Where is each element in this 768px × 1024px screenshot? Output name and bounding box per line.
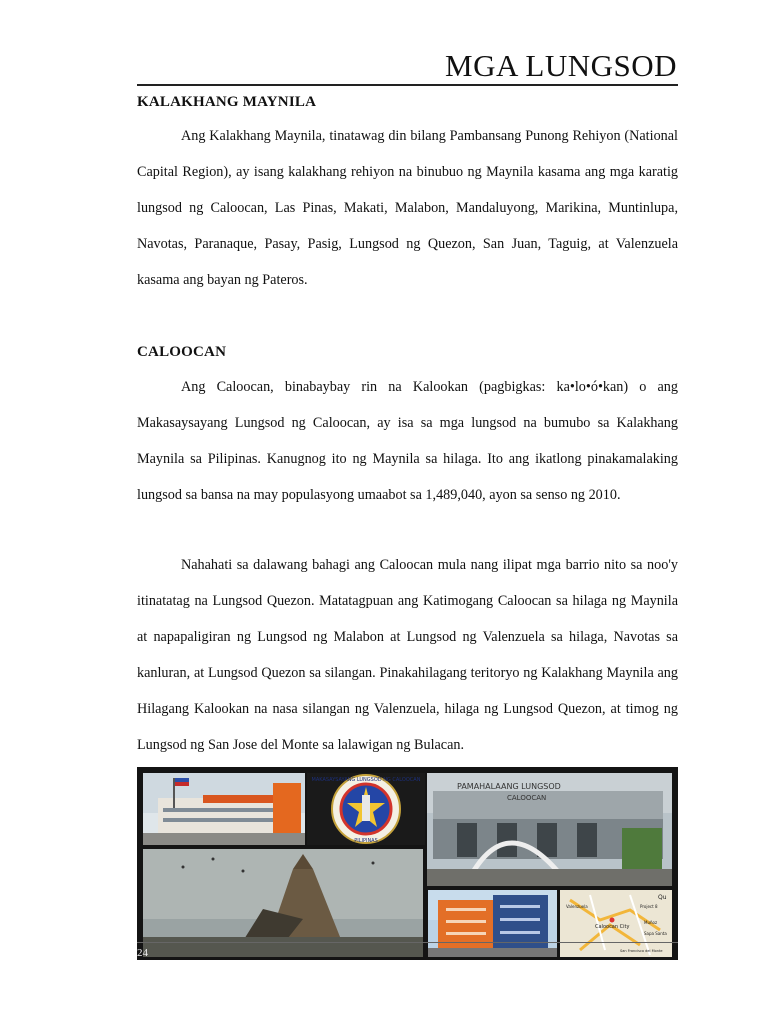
- map-label-project-8: Project 8: [640, 904, 658, 909]
- building-sign-text: PAMAHALAANG LUNGSOD: [457, 782, 561, 791]
- city-hall-photo: [143, 773, 305, 845]
- photo-collage: [137, 767, 678, 960]
- location-map: [560, 890, 672, 957]
- monument-photo: [143, 849, 423, 957]
- map-label-qu: Qu: [658, 894, 667, 901]
- paragraph-caloocan-2: Nahahati sa dalawang bahagi ang Caloocan mula nang ilipat mga barrio nito sa noo'y itinatatag na Lungsod Quezon. Matatagpuan ang Katimogang Caloocan sa hilaga ng Maynila at napapaligiran ng Lungsod ng Malabon at Lungsod ng Valenzuela sa hilaga, Navotas sa kanluran, at Lungsod Quezon sa silangan. Pinakahilagang teritoryo ng Kalakhang Maynila ang Hilagang Kalookan na nasa silangan ng Valenzuela, hilaga ng Lungsod Quezon, at timog ng Lungsod ng San Jose del Monte sa lalawigan ng Bulacan.: [137, 557, 678, 753]
- title-underline: [137, 84, 678, 86]
- map-label-valenzuela: Valenzuela: [566, 904, 588, 909]
- footer-line: [137, 942, 678, 943]
- map-label-san-francisco: San Francisco del Monte: [620, 949, 663, 953]
- paragraph-kalakhang-maynila: Ang Kalakhang Maynila, tinatawag din bilang Pambansang Punong Rehiyon (National Capital Region), ay isang kalakhang rehiyon na binubuo ng Maynila kasama ang mga karatig lungsod ng Caloocan, Las Pinas, Makati, Malabon, Mandaluyong, Marikina, Muntinlupa, Navotas, Paranaque, Pasay, Pasig, Lungsod ng Quezon, San Juan, Taguig, at Valenzuela kasama ang bayan ng Pateros.: [137, 128, 678, 288]
- page-number: 24: [137, 947, 148, 959]
- seal-bottom-text: PILIPINAS: [354, 838, 378, 844]
- section-heading-kalakhang-maynila: KALAKHANG MAYNILA: [137, 94, 317, 110]
- buildings-photo: [428, 890, 557, 957]
- map-label-sapa-santa: Sapa Santa: [644, 931, 667, 936]
- seal-text: MAKASAYSAYANG LUNGSOD NG CALOOCAN: [311, 777, 421, 783]
- map-label-caloocan: Caloocan City: [595, 924, 630, 930]
- city-seal: [307, 773, 425, 845]
- building-sign-sub-text: CALOOCAN: [507, 794, 547, 802]
- map-label-munoz: Muñoz: [644, 920, 658, 925]
- section-heading-caloocan: CALOOCAN: [137, 344, 227, 360]
- page-title: MGA LUNGSOD: [445, 48, 677, 83]
- government-building-photo: [427, 773, 672, 886]
- paragraph-caloocan-1: Ang Caloocan, binabaybay rin na Kalookan (pagbigkas: ka•lo•ó•kan) o ang Makasaysayang Lungsod ng Caloocan, ay isa sa mga lungsod na bumubo sa Kalakhang Maynila sa Pilipinas. Kanugnog ito ng Maynila sa hilaga. Ito ang ikatlong pinakamalaking lungsod sa bansa na may populasyong umaabot sa 1,489,040, ayon sa senso ng 2010.: [137, 379, 678, 503]
